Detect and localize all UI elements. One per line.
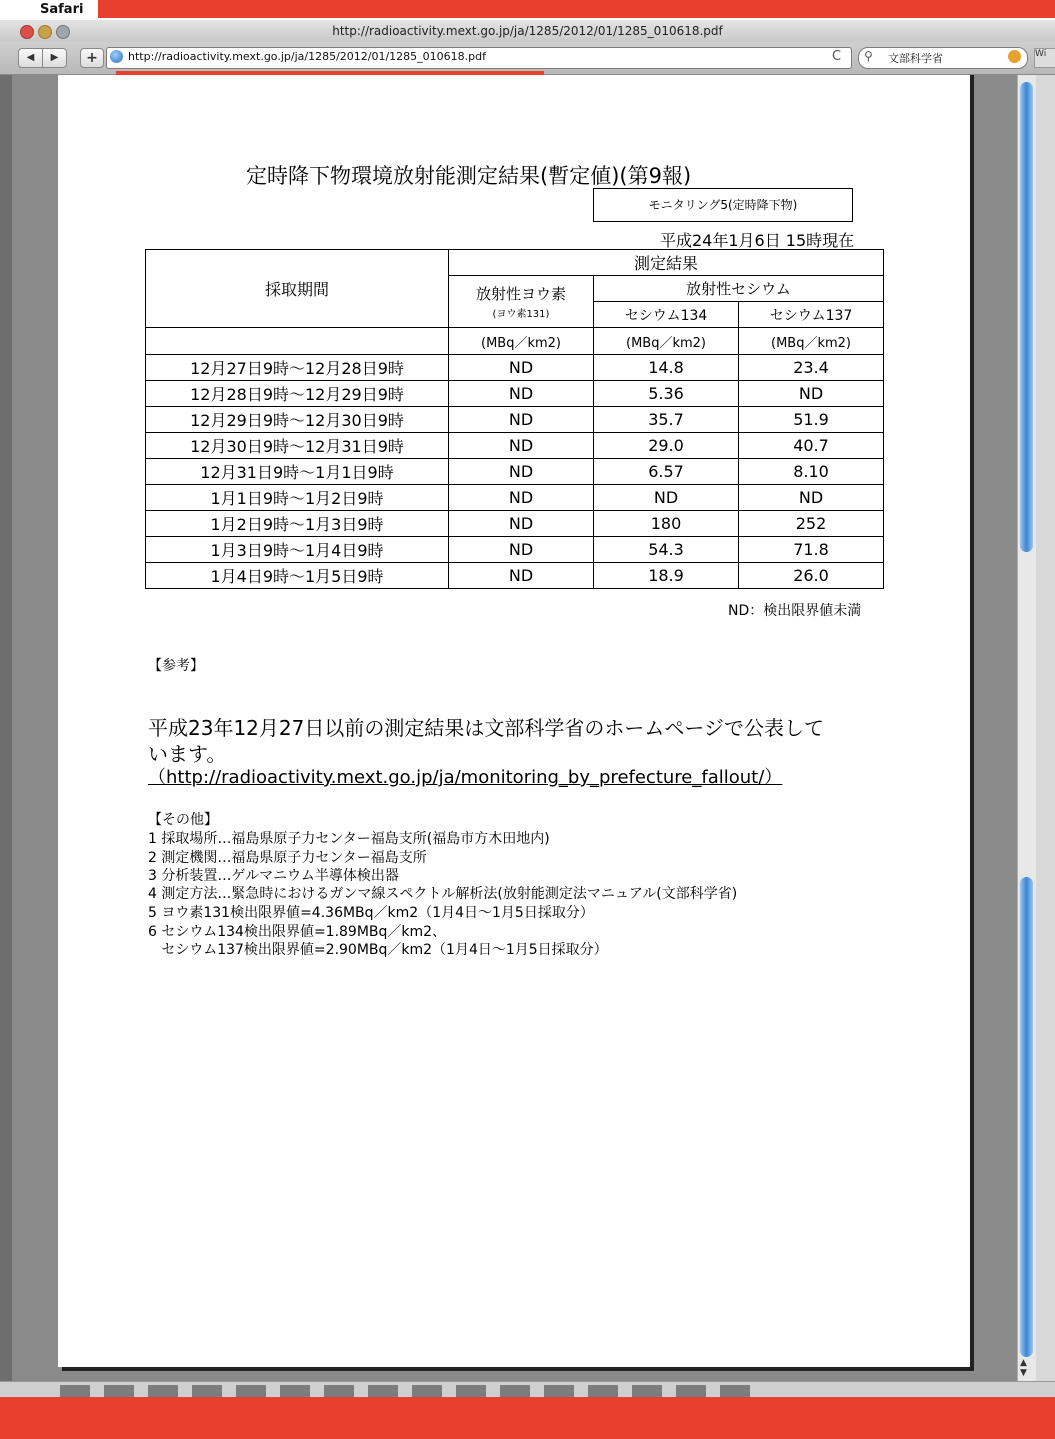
bottom-highlight-bar (0, 1397, 1055, 1439)
scrollbar-thumb-secondary[interactable] (1020, 877, 1033, 1357)
reference-text: 平成23年12月27日以前の測定結果は文部科学省のホームページで公表して (148, 716, 824, 740)
document-title: 定時降下物環境放射能測定結果(暫定値)(第9報) (246, 164, 692, 188)
report-date: 平成24年1月6日 15時現在 (660, 231, 855, 250)
other-item: 3 分析装置…ゲルマニウム半導体検出器 (148, 868, 399, 884)
cell-cs137: 40.7 (739, 433, 884, 459)
reference-heading: 【参考】 (148, 658, 204, 674)
cell-cs134: 6.57 (594, 459, 739, 485)
other-item: 5 ヨウ素131検出限界値=4.36MBq／km2（1月4日～1月5日採取分） (148, 905, 594, 921)
other-item: 1 採取場所…福島県原子力センター福島支所(福島市方木田地内) (148, 831, 550, 847)
cell-cs134: ND (594, 485, 739, 511)
cell-i131: ND (449, 485, 594, 511)
reload-icon[interactable]: C (832, 49, 842, 64)
cell-period: 1月1日9時～1月2日9時 (146, 485, 449, 511)
table-row (146, 563, 884, 589)
header-period: 採取期間 (146, 250, 449, 328)
cell-i131: ND (449, 381, 594, 407)
scroll-down-arrow-icon[interactable]: ▼ (1020, 1368, 1027, 1378)
cell-cs137: 71.8 (739, 537, 884, 563)
header-iodine-label: 放射性ヨウ素 (475, 285, 566, 303)
other-item: セシウム137検出限界値=2.90MBq／km2（1月4日～1月5日採取分） (148, 942, 608, 958)
other-item: 6 セシウム134検出限界値=1.89MBq／km2、 (148, 924, 447, 940)
address-bar-url[interactable]: http://radioactivity.mext.go.jp/ja/1285/2012/01/1285_010618.pdf (128, 50, 486, 63)
cell-period: 12月28日9時～12月29日9時 (146, 381, 449, 407)
cell-cs137: 51.9 (739, 407, 884, 433)
unit-cs134: (MBq／km2) (594, 328, 739, 355)
header-cs134: セシウム134 (594, 302, 739, 328)
cell-cs137: 26.0 (739, 563, 884, 589)
unit-iodine: (MBq／km2) (449, 328, 594, 355)
reference-link[interactable]: （http://radioactivity.mext.go.jp/ja/monitoring_by_prefecture_fallout/） (148, 767, 783, 788)
scroll-up-arrow-icon[interactable]: ▲ (1020, 1358, 1027, 1368)
search-go-icon[interactable] (1008, 50, 1021, 63)
cell-cs137: 23.4 (739, 355, 884, 381)
cell-cs137: ND (739, 485, 884, 511)
app-menu-safari[interactable]: Safari (40, 2, 84, 17)
background-behind-window (60, 1385, 760, 1397)
header-cesium: 放射性セシウム (594, 276, 884, 302)
table-row (146, 433, 884, 459)
cell-i131: ND (449, 459, 594, 485)
header-cs137: セシウム137 (739, 302, 884, 328)
other-item: 4 測定方法…緊急時におけるガンマ線スペクトル解析法(放射能測定法マニュアル(文部科学省) (148, 886, 738, 902)
menu-bar-highlight (98, 0, 1055, 18)
table-row (146, 459, 884, 485)
cell-cs134: 29.0 (594, 433, 739, 459)
other-item: 2 測定機関…福島県原子力センター福島支所 (148, 850, 427, 866)
table-row (146, 381, 884, 407)
table-row (146, 537, 884, 563)
cell-cs134: 35.7 (594, 407, 739, 433)
unit-blank (146, 328, 449, 355)
search-icon: ⚲ (864, 49, 873, 63)
nd-footnote: ND：検出限界値未満 (728, 603, 862, 619)
left-edge-strip (0, 75, 12, 1381)
cell-cs134: 5.36 (594, 381, 739, 407)
search-field-value[interactable]: 文部科学省 (888, 52, 943, 65)
table-row (146, 407, 884, 433)
cell-cs137: 8.10 (739, 459, 884, 485)
cell-cs134: 18.9 (594, 563, 739, 589)
header-iodine (449, 276, 594, 328)
other-heading: 【その他】 (148, 812, 218, 828)
cell-i131: ND (449, 407, 594, 433)
globe-icon (110, 50, 123, 63)
back-button[interactable]: ◀ (18, 48, 43, 68)
cell-period: 12月27日9時～12月28日9時 (146, 355, 449, 381)
table-row (146, 355, 884, 381)
cell-i131: ND (449, 433, 594, 459)
cell-i131: ND (449, 511, 594, 537)
cell-i131: ND (449, 355, 594, 381)
cell-cs134: 180 (594, 511, 739, 537)
cell-period: 1月2日9時～1月3日9時 (146, 511, 449, 537)
right-side-panel (1036, 75, 1055, 1381)
table-row (146, 511, 884, 537)
window-title: http://radioactivity.mext.go.jp/ja/1285/2012/01/1285_010618.pdf (332, 24, 723, 38)
header-results: 測定結果 (449, 250, 884, 276)
forward-button[interactable]: ▶ (42, 48, 67, 68)
cell-cs137: 252 (739, 511, 884, 537)
bookmarks-bar-item[interactable]: Wi (1034, 48, 1055, 68)
cell-period: 12月31日9時～1月1日9時 (146, 459, 449, 485)
scrollbar-thumb[interactable] (1020, 82, 1033, 552)
cell-cs137: ND (739, 381, 884, 407)
cell-period: 1月3日9時～1月4日9時 (146, 537, 449, 563)
cell-cs134: 54.3 (594, 537, 739, 563)
table-row (146, 485, 884, 511)
cell-period: 12月29日9時～12月30日9時 (146, 407, 449, 433)
cell-cs134: 14.8 (594, 355, 739, 381)
menu-bar (0, 0, 1055, 21)
header-iodine-sub: (ヨウ素131) (492, 309, 550, 320)
unit-cs137: (MBq／km2) (739, 328, 884, 355)
cell-i131: ND (449, 563, 594, 589)
cell-i131: ND (449, 537, 594, 563)
reference-text-continued: います。 (148, 742, 227, 766)
search-field[interactable] (858, 47, 1028, 69)
cell-period: 1月4日9時～1月5日9時 (146, 563, 449, 589)
results-table (145, 249, 884, 589)
monitoring-label-box: モニタリング5(定時降下物) (593, 188, 853, 222)
cell-period: 12月30日9時～12月31日9時 (146, 433, 449, 459)
add-bookmark-button[interactable]: + (80, 48, 104, 68)
